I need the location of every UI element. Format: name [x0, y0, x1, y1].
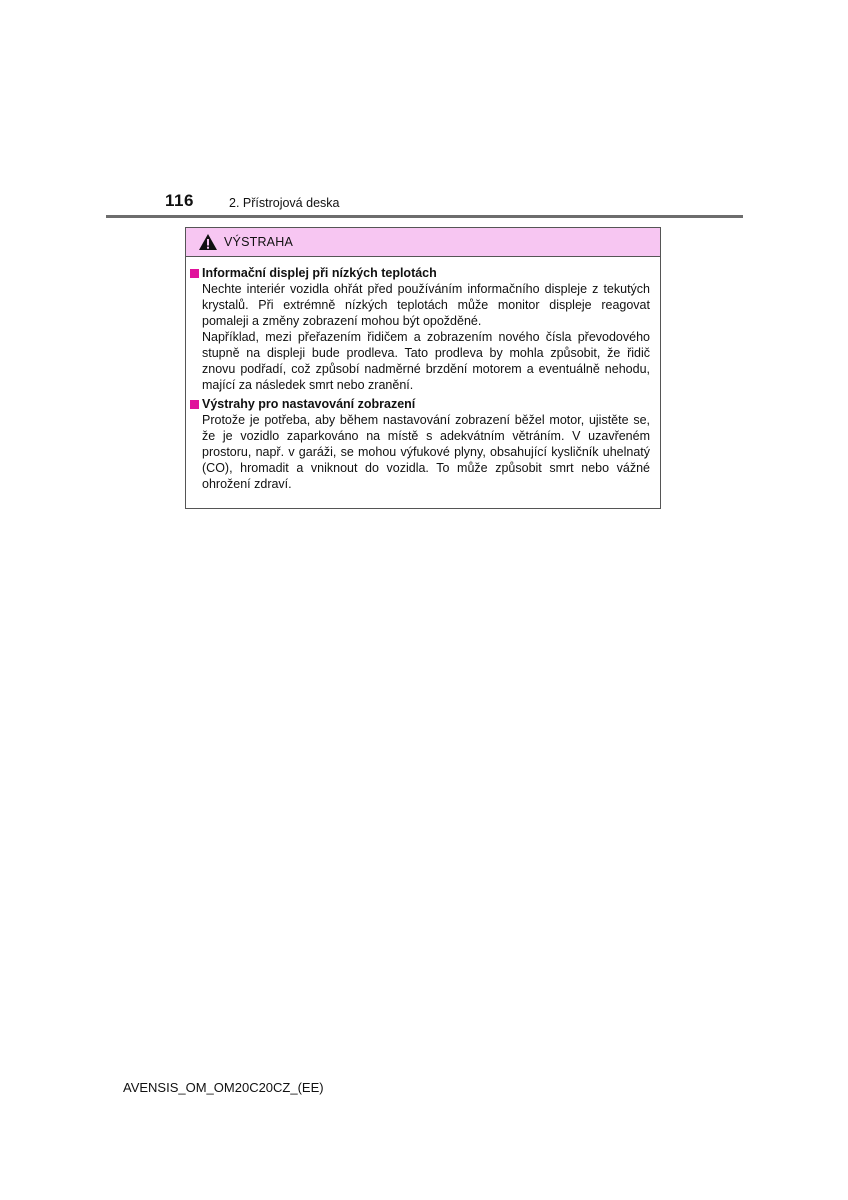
warning-triangle-icon — [198, 233, 218, 251]
warning-section-display-temperature — [190, 265, 650, 393]
section-text — [190, 281, 650, 393]
chapter-title: 2. Přístrojová deska — [229, 196, 340, 210]
section-text — [190, 412, 650, 492]
paragraph: Protože je potřeba, aby během nastavování zobrazení běžel motor, ujistěte se, že je vozidlo zaparkováno na místě s adekvátním větráním. V uzavřeném prostoru, např. v garáži, se mohou výfukové plyny, obsahující kysličník uhelnatý (CO), hromadit a vniknout do vozidla. To může způsobit smrt nebo vážné ohrožení zdraví. — [202, 413, 650, 491]
paragraph: Nechte interiér vozidla ohřát před používáním informačního displeje z tekutých krystalů. Při extrémně nízkých teplotách může monitor displeje reagovat pomaleji a změny zobrazení mohou být opožděné. — [202, 282, 650, 328]
page-number: 116 — [165, 191, 194, 210]
warning-box — [185, 227, 661, 509]
section-heading-text: Informační displej při nízkých teplotách — [202, 266, 437, 280]
document-code: AVENSIS_OM_OM20C20CZ_(EE) — [123, 1080, 324, 1095]
section-heading — [190, 396, 650, 412]
bullet-square-icon — [190, 269, 199, 278]
header-divider — [106, 215, 743, 218]
paragraph: Například, mezi přeřazením řidičem a zobrazením nového čísla převodového stupně na displeji bude prodleva. Tato prodleva by mohla způsobit, že řidič znovu podřadí, což způsobí nadměrné brzdění motorem a eventuálně nehodu, mající za následek smrt nebo zranění. — [202, 330, 650, 392]
warning-section-display-settings — [190, 396, 650, 492]
section-heading-text: Výstrahy pro nastavování zobrazení — [202, 397, 416, 411]
section-heading — [190, 265, 650, 281]
bullet-square-icon — [190, 400, 199, 409]
warning-header — [186, 228, 660, 257]
warning-body — [186, 257, 660, 492]
warning-title: VÝSTRAHA — [224, 235, 293, 249]
